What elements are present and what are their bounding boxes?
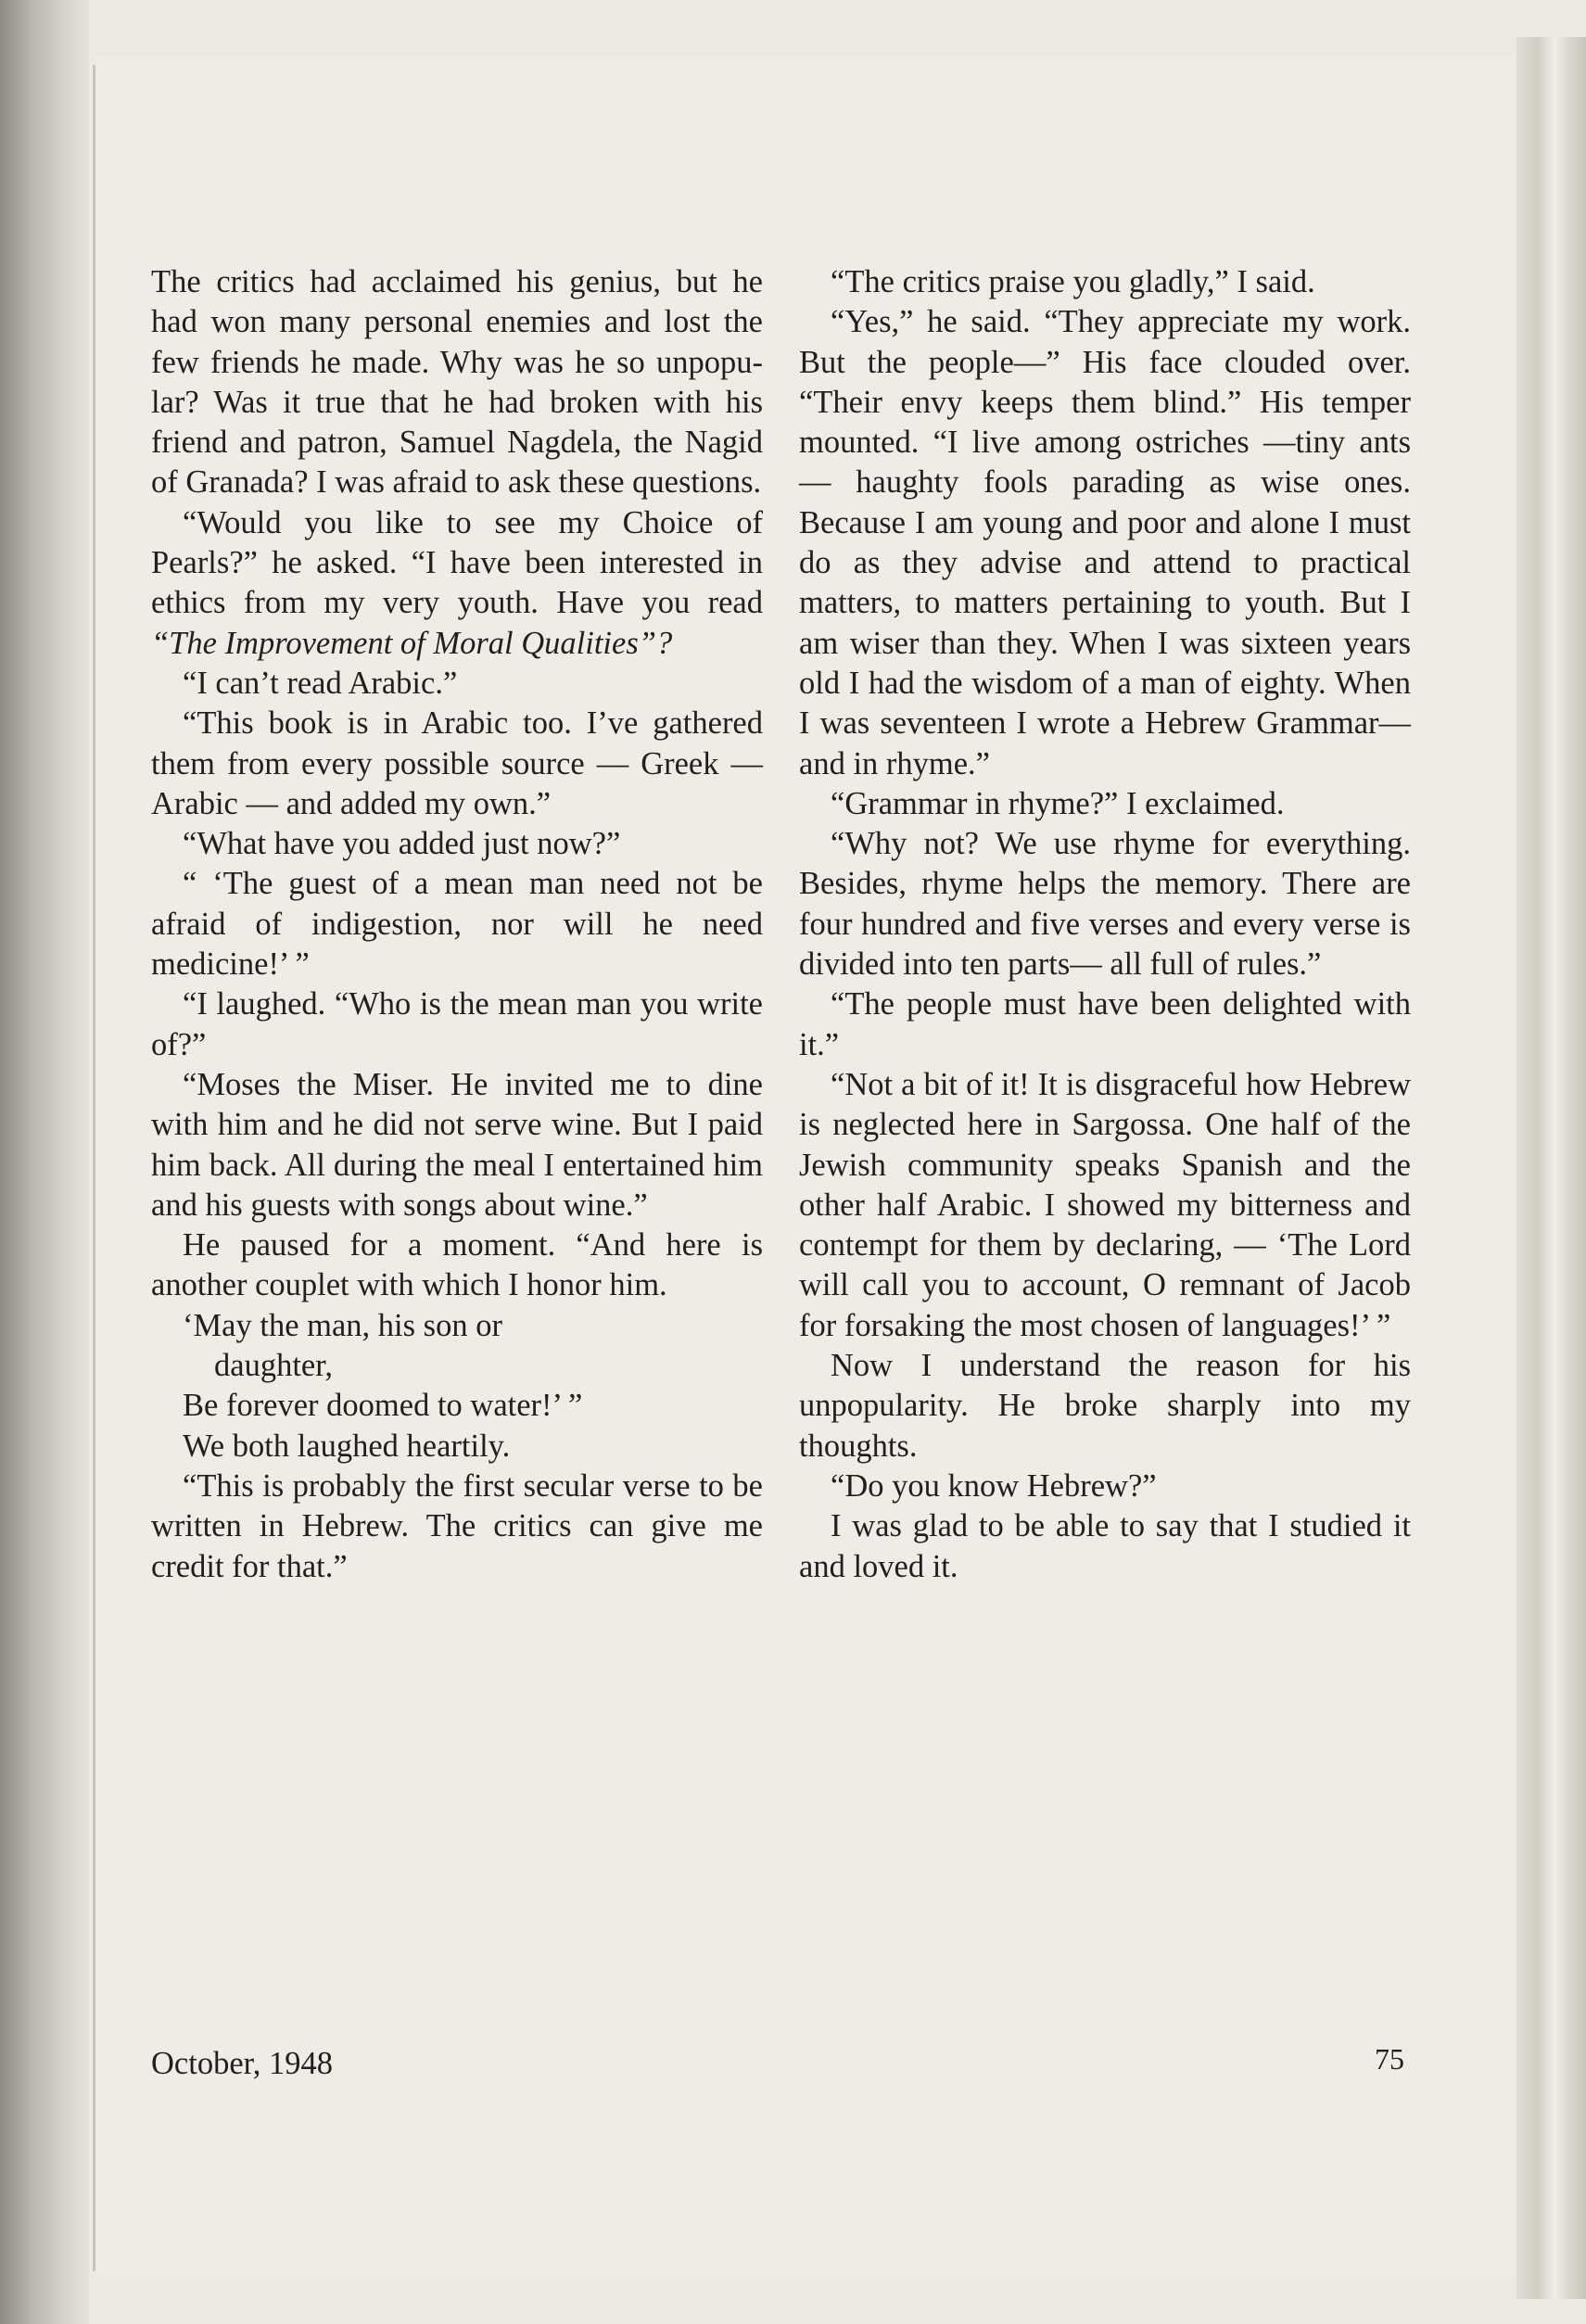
paragraph: “Do you know Hebrew?” xyxy=(831,1467,1157,1504)
issue-date: October, 1948 xyxy=(151,2046,333,2081)
paragraph: “This is probably the first secular verse to be written in Hebrew. The critics can give me credit for that.” xyxy=(151,1467,763,1584)
paragraph: “Moses the Miser. He invited me to dine with him and he did not serve wine. But I paid him back. All during the meal I entertained him and his guests with songs about wine.” xyxy=(151,1066,763,1223)
left-column xyxy=(151,262,763,1587)
paragraph: “ ‘The guest of a mean man need not be afraid of indigestion, nor will he need medicine!’ ” xyxy=(151,866,763,983)
gutter-line xyxy=(93,65,95,2271)
paragraph: “The people must have been delighted with it.” xyxy=(799,986,1411,1062)
paragraph: “Yes,” he said. “They appreciate my work. But the people—” His face clouded over. “Their envy keeps them blind.” His temper mounted. “I live among ostriches —tiny ants — haughty fools parading as wise ones. Because I am young and poor and alone I must do as they advise and attend to practical matters, to matters pertaining to youth. But I am wiser than they. When I was sixteen years old I had the wisdom of a man of eighty. When I was seventeen I wrote a Hebrew Grammar—and in rhyme.” xyxy=(799,304,1411,781)
verse-line: ‘May the man, his son or xyxy=(183,1307,502,1343)
right-column xyxy=(799,262,1411,1587)
book-title: “The Improvement of Moral Qualities”? xyxy=(151,625,673,661)
paragraph: “Grammar in rhyme?” I exclaimed. xyxy=(831,785,1285,821)
paragraph: We both laughed heartily. xyxy=(183,1428,511,1464)
verse-line: Be forever doomed to water!’ ” xyxy=(183,1388,583,1424)
verse-line: daughter, xyxy=(214,1348,333,1384)
paragraph: I was glad to be able to say that I studied it and loved it. xyxy=(799,1508,1411,1584)
paragraph: “Why not? We use rhyme for everything. Besides, rhyme helps the memory. There are four hundred and five verses and every verse is divided into ten parts— all full of rules.” xyxy=(799,826,1411,983)
paragraph: “I laughed. “Who is the mean man you write of?” xyxy=(151,986,763,1062)
page-number: 75 xyxy=(1375,2042,1404,2076)
book-binding-shadow xyxy=(0,0,89,2324)
paragraph: “The critics praise you gladly,” I said. xyxy=(831,264,1315,299)
paragraph: Now I understand the reason for his unpopularity. He broke sharply into my thoughts. xyxy=(799,1348,1411,1464)
verse-couplet xyxy=(151,1306,763,1427)
paragraph: “Not a bit of it! It is disgraceful how Hebrew is neglected here in Sargossa. One half of the Jewish community speaks Spanish and the other half Arabic. I showed my bitterness and contempt for them by declaring, — ‘The Lord will call you to account, O remnant of Jacob for forsaking the most chosen of languages!’ ” xyxy=(799,1066,1411,1343)
paragraph-text: “Would you like to see my Choice of Pearls?” he asked. “I have been interested in ethics from my very youth. Have you read xyxy=(151,504,763,621)
paragraph xyxy=(151,503,763,664)
paragraph: The critics had acclaimed his genius, but he had won many personal enemies and lost the few friends he made. Why was he so unpopular? Was it true that he had broken with his friend and patron, Samuel Nagdela, the Nagid of Granada? I was afraid to ask these questions. xyxy=(151,264,763,501)
paragraph: “I can’t read Arabic.” xyxy=(183,665,458,701)
paragraph: “What have you added just now?” xyxy=(183,826,621,862)
page-fore-edge xyxy=(1516,37,1586,2299)
paragraph: He paused for a moment. “And here is another couplet with which I honor him. xyxy=(151,1227,763,1303)
paragraph: “This book is in Arabic too. I’ve gathered them from every possible source — Greek — Arabic — and added my own.” xyxy=(151,705,763,821)
